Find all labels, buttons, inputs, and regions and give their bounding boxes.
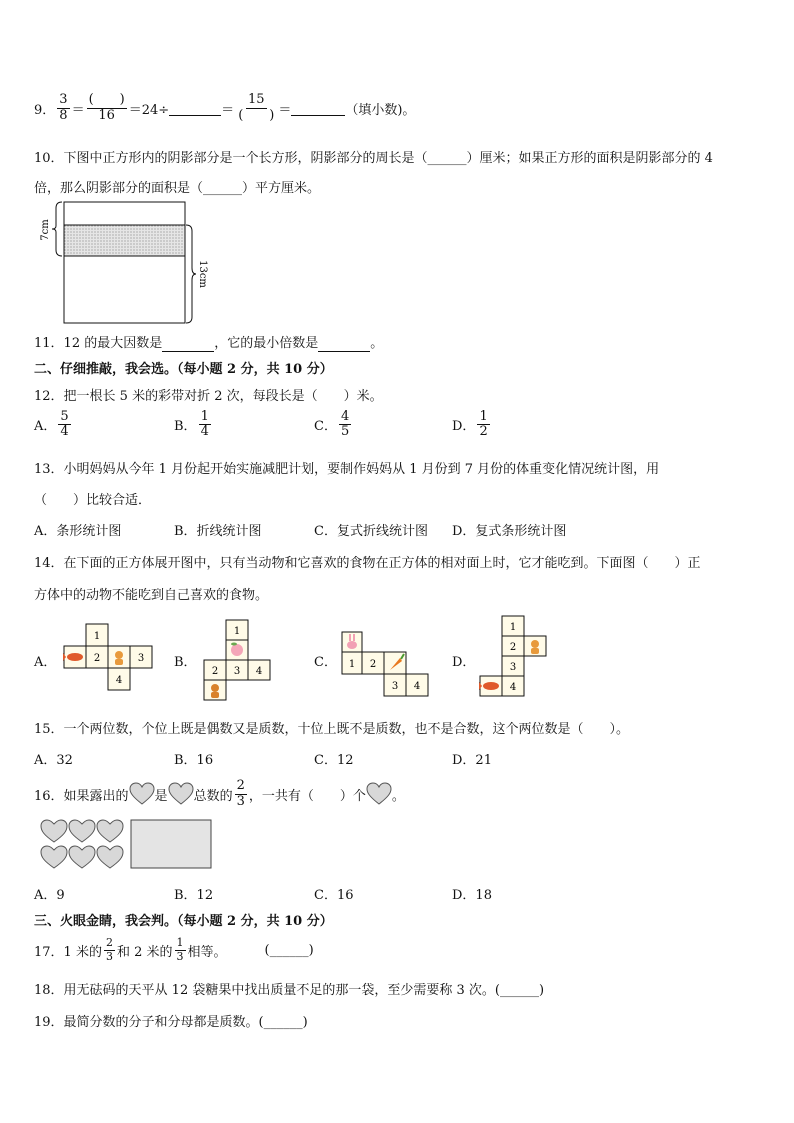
question-11: 11．12 的最大因数是 ，它的最小倍数是 。 (34, 336, 384, 351)
q12-option-c[interactable]: C． $\frac{4}{5}$ (314, 409, 350, 440)
q16-hearts-figure (40, 818, 215, 872)
q13-line2: （ ）比较合适． (34, 493, 152, 508)
svg-text:3: 3 (391, 681, 399, 692)
q14-net-a (64, 622, 154, 690)
right-brace (186, 225, 196, 323)
left-brace (52, 202, 62, 256)
svg-text:4: 4 (115, 675, 123, 686)
svg-text:4: 4 (255, 666, 263, 677)
q16-option-c[interactable]: C．16 (314, 888, 354, 903)
heart-icon (69, 846, 95, 868)
q12-option-d[interactable]: D． $\frac{1}{2}$ (452, 409, 488, 440)
question-16: 16．如果露出的 是 总数的 $\frac{2}{3}$ ，一共有（ ）个 。 (34, 778, 405, 809)
q13-option-b[interactable]: B．折线统计图 (174, 524, 262, 539)
q15-option-a[interactable]: A．32 (34, 753, 73, 768)
q12-option-a[interactable]: A． $\frac{5}{4}$ (34, 409, 69, 440)
q16-option-b[interactable]: B．12 (174, 888, 214, 903)
q9-tail: （填小数)。 (345, 102, 416, 118)
label-7cm: 7cm (40, 219, 51, 241)
svg-text:3: 3 (137, 653, 145, 664)
q12-option-b[interactable]: B． $\frac{1}{4}$ (174, 409, 209, 440)
heart-icon (97, 820, 123, 842)
heart-icon (366, 782, 392, 806)
q14-option-d-label[interactable]: D． (452, 655, 476, 670)
q17-fraction-1: $\frac{2}{3}$ (105, 936, 113, 963)
heart-icon (168, 782, 194, 806)
shaded-rectangle (64, 225, 185, 256)
q10-line2: 倍，那么阴影部分的面积是（______）平方厘米。 (34, 181, 321, 196)
svg-text:1: 1 (93, 631, 101, 642)
q13-line1: 13．小明妈妈从今年 1 月份起开始实施减肥计划，要制作妈妈从 1 月份到 7 月份的体重变化情况统计图，用 (34, 462, 660, 477)
svg-text:2: 2 (211, 666, 219, 677)
svg-text:1: 1 (509, 622, 517, 633)
q14-net-d (478, 614, 548, 700)
svg-text:1: 1 (348, 659, 356, 670)
q16-option-a[interactable]: A．9 (34, 888, 65, 903)
q9-fraction-2: $\frac{( )}{16}$ (88, 92, 125, 123)
q15-option-c[interactable]: C．12 (314, 753, 354, 768)
q12-text: 12．把一根长 5 米的彩带对折 2 次，每段长是（ ）米。 (34, 389, 383, 404)
q13-option-d[interactable]: D．复式条形统计图 (452, 524, 567, 539)
svg-text:4: 4 (509, 682, 517, 693)
q14-option-c-label[interactable]: C． (314, 655, 337, 670)
section-2-heading: 二、仔细推敲，我会选。（每小题 2 分，共 10 分） (34, 362, 333, 377)
svg-text:3: 3 (509, 662, 517, 673)
q14-net-b (204, 618, 272, 704)
q10-figure (34, 198, 208, 328)
q14-line2: 方体中的动物不能吃到自己喜欢的食物。 (34, 588, 269, 603)
q15-text: 15．一个两位数，个位上既是偶数又是质数，十位上既不是质数，也不是合数，这个两位数是（ ）。 (34, 722, 630, 737)
q9-division: ＝24÷ (128, 102, 170, 118)
svg-text:3: 3 (233, 666, 241, 677)
label-13cm: 13cm (197, 260, 208, 288)
q10-line1: 10．下图中正方形内的阴影部分是一个长方形，阴影部分的周长是（______）厘米；如果正方形的面积是阴影部分的 4 (34, 151, 713, 166)
q9-fraction-3: $\frac{15}{( )}$ (238, 92, 275, 123)
covered-area (131, 820, 211, 868)
question-17: 17．1 米的 $\frac{2}{3}$ 和 2 米的 $\frac{1}{3}$ 相等。 (______) (34, 936, 314, 963)
q15-option-b[interactable]: B．16 (174, 753, 214, 768)
svg-text:4: 4 (413, 681, 421, 692)
q14-option-a-label[interactable]: A． (34, 655, 57, 670)
q14-line1: 14．在下面的正方体展开图中，只有当动物和它喜欢的食物在正方体的相对面上时，它才能吃到。下面图（ ）正 (34, 556, 701, 571)
q17-fraction-2: $\frac{1}{3}$ (176, 936, 184, 963)
q17-answer-blank[interactable]: (______) (264, 942, 314, 958)
q11-blank-2[interactable] (318, 336, 370, 352)
square-outline (64, 202, 185, 323)
q13-option-a[interactable]: A．条形统计图 (34, 524, 122, 539)
q15-option-d[interactable]: D．21 (452, 753, 492, 768)
svg-text:2: 2 (369, 659, 377, 670)
q9-blank-1[interactable] (169, 100, 221, 116)
q9-fraction-1: $\frac{3}{8}$ (59, 92, 68, 123)
q14-net-c (340, 630, 430, 698)
svg-text:2: 2 (93, 653, 101, 664)
q9-number: 9． (34, 102, 56, 118)
question-9: 9． $\frac{3}{8}$ ＝ $\frac{( )}{16}$ ＝24÷ ＝ $\frac{15}{( )}$ ＝ （填小数)。 (34, 92, 416, 123)
q16-option-d[interactable]: D．18 (452, 888, 492, 903)
svg-text:2: 2 (509, 642, 517, 653)
q9-blank-2[interactable] (291, 100, 345, 116)
q13-option-c[interactable]: C．复式折线统计图 (314, 524, 428, 539)
section-3-heading: 三、火眼金睛，我会判。（每小题 2 分，共 10 分） (34, 914, 333, 929)
heart-icon (41, 820, 67, 842)
heart-icon (97, 846, 123, 868)
q14-option-b-label[interactable]: B． (174, 655, 197, 670)
q11-blank-1[interactable] (162, 336, 214, 352)
q16-fraction: $\frac{2}{3}$ (236, 778, 245, 809)
svg-text:1: 1 (233, 626, 241, 637)
heart-icon (41, 846, 67, 868)
heart-icon (129, 782, 155, 806)
q19-text: 19．最简分数的分子和分母都是质数。(______) (34, 1015, 308, 1030)
heart-icon (69, 820, 95, 842)
q18-text: 18．用无砝码的天平从 12 袋糖果中找出质量不足的那一袋，至少需要称 3 次。(______) (34, 983, 545, 998)
